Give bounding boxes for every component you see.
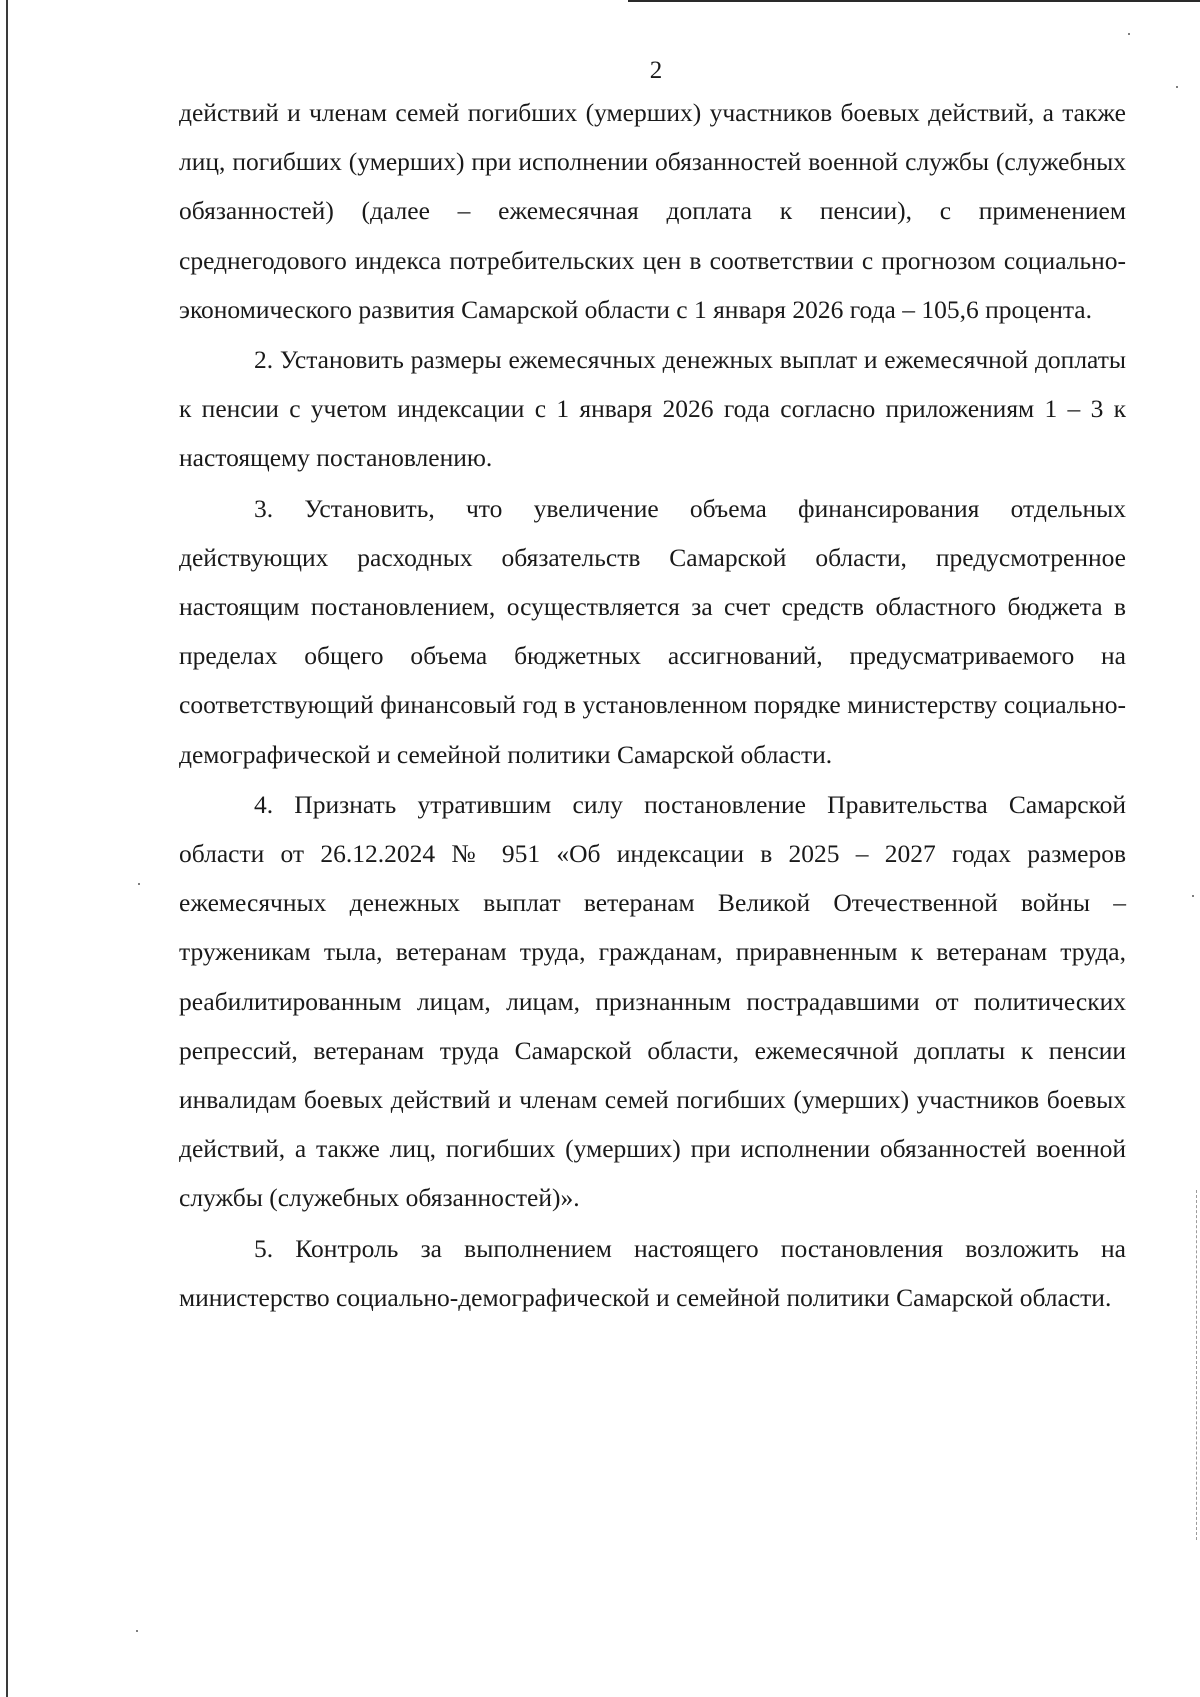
- paragraph-item-5: 5. Контроль за выполнением настоящего постановления возложить на министерство социально-демографической и семейной политики Самарской области.: [179, 1233, 1126, 1312]
- document-body: [179, 88, 1126, 1322]
- paragraph-continuation: действий и членам семей погибших (умерших) участников боевых действий, а также лиц, погибших (умерших) при исполнении обязанностей военной службы (служебных обязанностей) (далее – ежемесячная доплата к пенсии), с применением среднегодового индекса потребительских цен в соответствии с прогнозом социально-экономического развития Самарской области с 1 января 2026 года – 105,6 процента.: [179, 98, 1126, 324]
- scan-right-edge: [1196, 1190, 1198, 1540]
- scan-speck: [1192, 895, 1194, 897]
- scan-speck: [1176, 86, 1178, 88]
- scan-speck: [138, 883, 140, 885]
- paragraph-item-3: 3. Установить, что увеличение объема финансирования отдельных действующих расходных обязательств Самарской области, предусмотренное настоящим постановлением, осуществляется за счет средств областного бюджета в пределах общего объема бюджетных ассигнований, предусматриваемого на соответствующий финансовый год в установленном порядке министерству социально-демографической и семейной политики Самарской области.: [179, 493, 1126, 769]
- scan-speck: [136, 1630, 138, 1632]
- scan-left-edge: [6, 0, 8, 1697]
- paragraph-item-2: 2. Установить размеры ежемесячных денежных выплат и ежемесячной доплаты к пенсии с учетом индексации с 1 января 2026 года согласно приложениям 1 – 3 к настоящему постановлению.: [179, 345, 1126, 473]
- scan-top-edge: [628, 0, 1200, 2]
- scan-speck: [1128, 33, 1130, 35]
- page-number: 2: [649, 57, 663, 84]
- paragraph-item-4: 4. Признать утратившим силу постановление Правительства Самарской области от 26.12.2024 № 951 «Об индексации в 2025 – 2027 годах размеров ежемесячных денежных выплат ветеранам Великой Отечественной войны – труженикам тыла, ветеранам труда, гражданам, приравненным к ветеранам труда, реабилитированным лицам, лицам, признанным пострадавшими от политических репрессий, ветеранам труда Самарской области, ежемесячной доплаты к пенсии инвалидам боевых действий и членам семей погибших (умерших) участников боевых действий, а также лиц, погибших (умерших) при исполнении обязанностей военной службы (служебных обязанностей)».: [179, 789, 1126, 1213]
